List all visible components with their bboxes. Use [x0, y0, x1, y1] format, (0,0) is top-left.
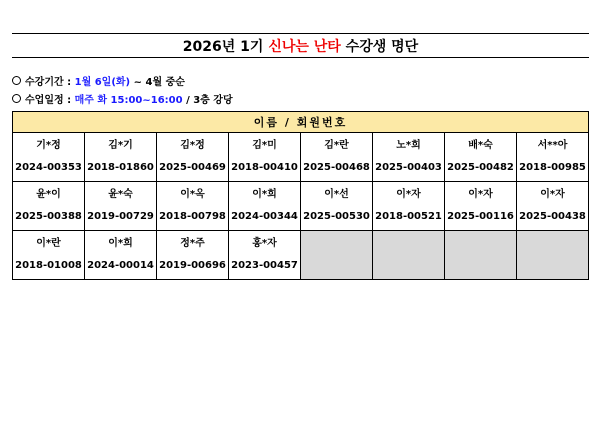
empty-cell [445, 231, 517, 280]
member-id: 2019-00729 [87, 211, 154, 222]
member-cell [229, 182, 301, 231]
member-name: 김*정 [180, 140, 205, 151]
member-cell [157, 182, 229, 231]
member-id: 2025-00388 [15, 211, 82, 222]
member-cell [445, 133, 517, 182]
table-row [13, 231, 589, 280]
title-suffix: 수강생 명단 [340, 38, 419, 55]
member-name: 이*자 [468, 189, 493, 200]
course-period-label: 수강기간 : [25, 77, 75, 88]
member-name: 윤*이 [36, 189, 61, 200]
member-cell [13, 133, 85, 182]
member-id: 2019-00696 [159, 260, 226, 271]
member-cell [229, 133, 301, 182]
class-schedule-label: 수업일정 : [25, 95, 75, 106]
course-period-rest: ~ 4월 중순 [130, 77, 185, 88]
table-row [13, 133, 589, 182]
title-prefix: 2026년 1기 [182, 38, 269, 55]
member-name: 김*란 [324, 140, 349, 151]
member-id: 2018-00410 [231, 162, 298, 173]
member-name: 기*정 [36, 140, 61, 151]
member-cell [373, 182, 445, 231]
member-name: 이*옥 [180, 189, 205, 200]
member-name: 이*자 [540, 189, 565, 200]
empty-cell [301, 231, 373, 280]
member-cell [301, 182, 373, 231]
roster-table [12, 111, 589, 280]
member-id: 2024-00353 [15, 162, 82, 173]
course-period-line [12, 73, 185, 88]
member-cell [157, 231, 229, 280]
member-name: 이*희 [252, 189, 277, 200]
member-cell [157, 133, 229, 182]
member-id: 2024-00344 [231, 211, 298, 222]
empty-cell [373, 231, 445, 280]
bullet-circle-icon [12, 94, 21, 103]
member-id: 2025-00468 [303, 162, 370, 173]
member-name: 이*희 [108, 238, 133, 249]
member-cell [445, 182, 517, 231]
member-id: 2018-01860 [87, 162, 154, 173]
member-id: 2025-00482 [447, 162, 514, 173]
member-id: 2023-00457 [231, 260, 298, 271]
member-id: 2025-00469 [159, 162, 226, 173]
member-cell [85, 231, 157, 280]
page-title [12, 33, 589, 58]
member-cell [373, 133, 445, 182]
member-id: 2018-00521 [375, 211, 442, 222]
table-row [13, 182, 589, 231]
class-schedule-line [12, 91, 233, 106]
member-id: 2025-00116 [447, 211, 514, 222]
member-name: 서**아 [537, 140, 568, 151]
member-cell [13, 231, 85, 280]
empty-cell [517, 231, 589, 280]
member-name: 노*희 [396, 140, 421, 151]
member-name: 이*선 [324, 189, 349, 200]
member-name: 정*주 [180, 238, 205, 249]
member-name: 김*미 [252, 140, 277, 151]
member-cell [85, 182, 157, 231]
member-name: 김*기 [108, 140, 133, 151]
member-name: 배*숙 [468, 140, 493, 151]
member-name: 이*자 [396, 189, 421, 200]
table-header: 이름 / 회원번호 [13, 112, 589, 133]
course-period-value: 1월 6일(화) [74, 77, 131, 88]
member-name: 윤*숙 [108, 189, 133, 200]
member-cell [517, 133, 589, 182]
title-highlight: 신나는 난타 [268, 38, 341, 55]
member-id: 2025-00438 [519, 211, 586, 222]
member-cell [301, 133, 373, 182]
member-id: 2018-00798 [159, 211, 226, 222]
member-name: 이*란 [36, 238, 61, 249]
member-id: 2018-01008 [15, 260, 82, 271]
member-id: 2025-00530 [303, 211, 370, 222]
member-cell [517, 182, 589, 231]
member-cell [13, 182, 85, 231]
class-schedule-rest: / 3층 강당 [182, 95, 233, 106]
member-id: 2018-00985 [519, 162, 586, 173]
member-cell [85, 133, 157, 182]
class-schedule-value: 매주 화 15:00~16:00 [74, 95, 183, 106]
member-cell [229, 231, 301, 280]
member-id: 2024-00014 [87, 260, 154, 271]
member-id: 2025-00403 [375, 162, 442, 173]
bullet-circle-icon [12, 76, 21, 85]
member-name: 홍*자 [252, 238, 277, 249]
